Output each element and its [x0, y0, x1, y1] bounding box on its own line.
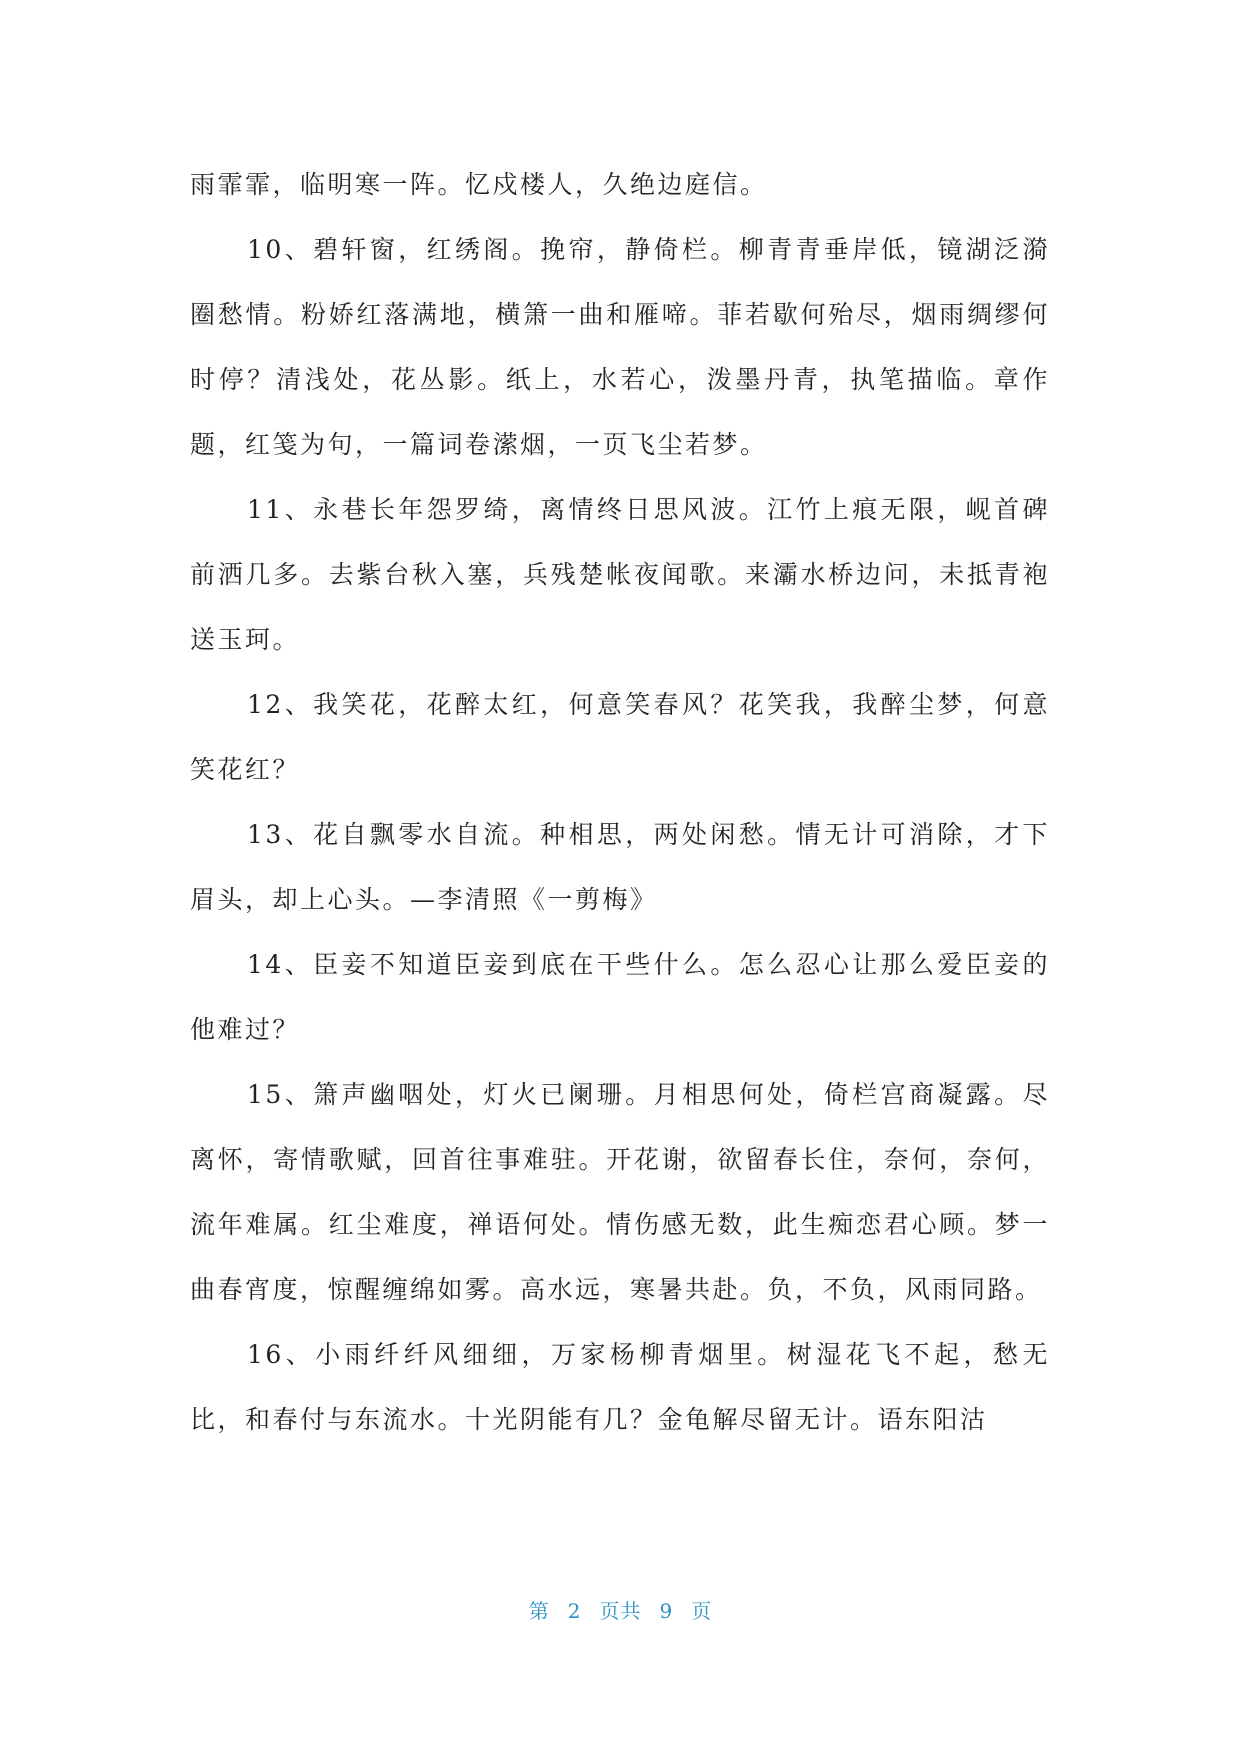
footer-suffix: 页 [691, 1599, 713, 1623]
footer-middle: 页共 [599, 1599, 642, 1623]
paragraph-13: 13、花自飘零水自流。种相思，两处闲愁。情无计可消除，才下眉头，却上心头。—李清照《一剪梅》 [190, 820, 1050, 914]
footer-total-pages: 9 [659, 1599, 674, 1623]
paragraph-14: 14、臣妾不知道臣妾到底在干些什么。怎么忍心让那么爱臣妾的他难过？ [190, 950, 1050, 1044]
paragraph-11: 11、永巷长年怨罗绮，离情终日思风波。江竹上痕无限，岘首碑前洒几多。去紫台秋入塞，兵残楚帐夜闻歌。来灞水桥边问，未抵青袍送玉珂。 [190, 495, 1050, 654]
footer-page-number: 2 [567, 1599, 582, 1623]
document-body [190, 152, 1050, 1452]
paragraph-12: 12、我笑花，花醉太红，何意笑春风？花笑我，我醉尘梦，何意笑花红？ [190, 690, 1050, 784]
paragraph-continued: 雨霏霏，临明寒一阵。忆戍楼人，久绝边庭信。 [190, 170, 768, 199]
paragraph-10: 10、碧轩窗，红绣阁。挽帘，静倚栏。柳青青垂岸低，镜湖泛漪圈愁情。粉娇红落满地，横箫一曲和雁啼。菲若歇何殆尽，烟雨绸缪何时停？清浅处，花丛影。纸上，水若心，泼墨丹青，执笔描临。章作题，红笺为句，一篇词卷潆烟，一页飞尘若梦。 [190, 235, 1050, 459]
page-footer [0, 1595, 1241, 1624]
paragraph-16: 16、小雨纤纤风细细，万家杨柳青烟里。树湿花飞不起，愁无比，和春付与东流水。十光阴能有几？金龟解尽留无计。语东阳沽 [190, 1340, 1050, 1434]
footer-prefix: 第 [528, 1599, 550, 1623]
paragraph-15: 15、箫声幽咽处，灯火已阑珊。月相思何处，倚栏宫商凝露。尽离怀，寄情歌赋，回首往事难驻。开花谢，欲留春长住，奈何，奈何，流年难属。红尘难度，禅语何处。情伤感无数，此生痴恋君心顾。梦一曲春宵度，惊醒缠绵如雾。高水远，寒暑共赴。负，不负，风雨同路。 [190, 1080, 1050, 1304]
